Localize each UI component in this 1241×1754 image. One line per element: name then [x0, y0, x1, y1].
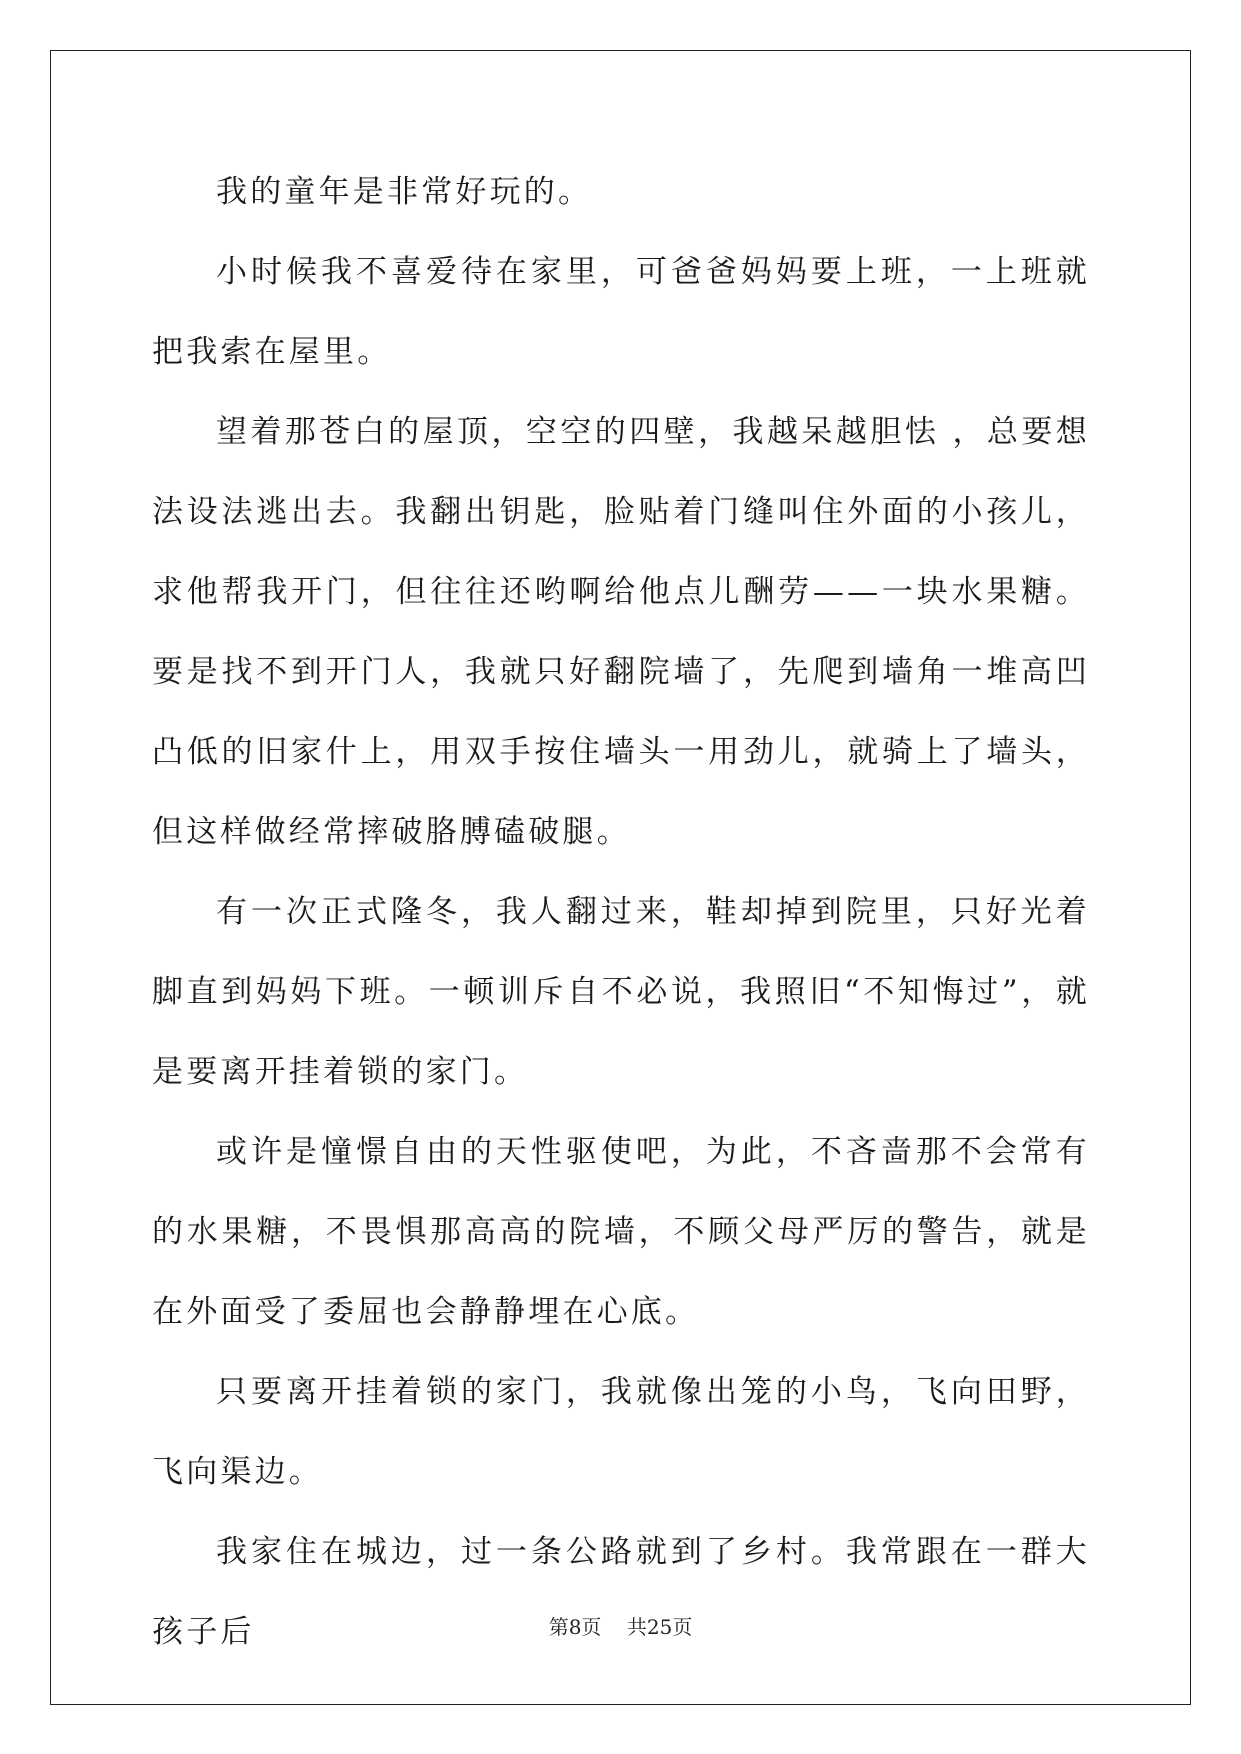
- page-number: 8: [568, 1615, 582, 1639]
- paragraph: 或许是憧憬自由的天性驱使吧，为此，不吝啬那不会常有的水果糖，不畏惧那高高的院墙，不顾父母严厉的警告，就是在外面受了委屈也会静静埋在心底。: [152, 1134, 1090, 1330]
- total-suffix: 页: [672, 1615, 693, 1639]
- document-body: [152, 152, 1090, 1672]
- page-prefix: 第: [548, 1615, 569, 1639]
- page-footer: [0, 1611, 1241, 1640]
- paragraph: 我的童年是非常好玩的。: [216, 174, 593, 210]
- paragraph: 小时候我不喜爱待在家里，可爸爸妈妈要上班，一上班就把我索在屋里。: [152, 254, 1090, 370]
- total-pages: 25: [646, 1615, 673, 1639]
- total-prefix: 共: [626, 1615, 647, 1639]
- paragraph: 只要离开挂着锁的家门，我就像出笼的小鸟，飞向田野，飞向渠边。: [152, 1374, 1090, 1490]
- paragraph: 我家住在城边，过一条公路就到了乡村。我常跟在一群大孩子后: [152, 1534, 1090, 1650]
- page-suffix: 页: [581, 1615, 602, 1639]
- paragraph: 有一次正式隆冬，我人翻过来，鞋却掉到院里，只好光着脚直到妈妈下班。一顿训斥自不必说，我照旧“不知悔过”，就是要离开挂着锁的家门。: [152, 894, 1090, 1090]
- paragraph: 望着那苍白的屋顶，空空的四壁，我越呆越胆怯 ，总要想法设法逃出去。我翻出钥匙，脸贴着门缝叫住外面的小孩儿，求他帮我开门，但往往还哟啊给他点儿酬劳——一块水果糖。要是找不到开门人，我就只好翻院墙了，先爬到墙角一堆高凹凸低的旧家什上，用双手按住墙头一用劲儿，就骑上了墙头，但这样做经常摔破胳膊磕破腿。: [152, 414, 1090, 850]
